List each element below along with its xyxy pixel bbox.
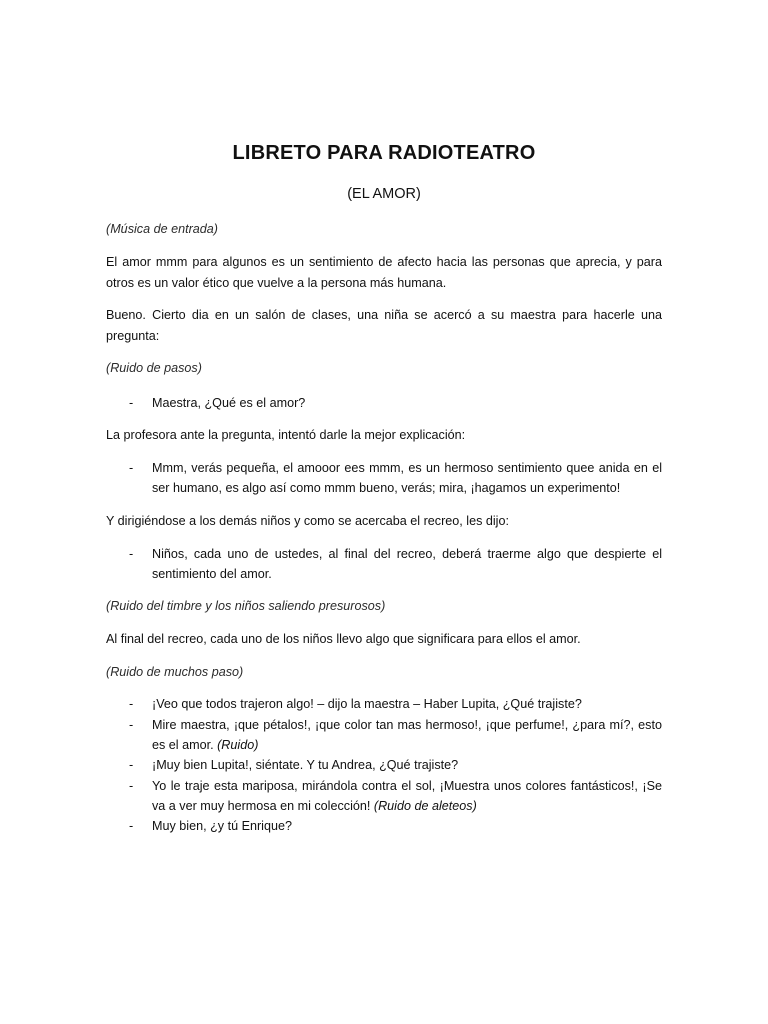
paragraph-intro: El amor mmm para algunos es un sentimiento de afecto hacia las personas que aprecia, y para otros es un valor ético que vuelve a la persona más humana. (106, 255, 662, 290)
paragraph-teacher: La profesora ante la pregunta, intentó darle la mejor explicación: (106, 428, 466, 442)
paragraph-recess: Y dirigiéndose a los demás niños y como se acercaba el recreo, les dijo: (106, 514, 509, 528)
paragraph-classroom: Bueno. Cierto dia en un salón de clases, una niña se acercó a su maestra para hacerle una pregunta: (106, 308, 662, 343)
stage-direction-music: (Música de entrada) (106, 222, 218, 236)
stage-direction-many-steps: (Ruido de muchos paso) (106, 665, 244, 679)
paragraph-end-recess: Al final del recreo, cada uno de los niños llevo algo que significara para ellos el amor. (106, 632, 581, 646)
dialogue-text-main: Yo le traje esta mariposa, mirándola contra el sol, ¡Muestra unos colores fantásticos!, ¡Se va a ver muy hermosa en mi colección! (152, 779, 662, 813)
dialogue-item (106, 544, 662, 584)
dialogue-item (106, 458, 662, 498)
dialogue-text: Muy bien, ¿y tú Enrique? (152, 819, 293, 833)
list-dash: - (129, 697, 134, 711)
dialogue-text: Mmm, verás pequeña, el amooor ees mmm, es un hermoso sentimiento quee anida en el ser humano, es algo así como mmm bueno, verás; mira, ¡hagamos un experimento! (152, 461, 662, 495)
stage-direction-bell: (Ruido del timbre y los niños saliendo presurosos) (106, 599, 386, 613)
list-dash: - (129, 758, 134, 772)
list-dash: - (129, 779, 134, 793)
dialogue-item (106, 755, 662, 775)
dialogue-item (106, 776, 662, 816)
inline-stage-direction: (Ruido) (217, 738, 259, 752)
dialogue-text: Maestra, ¿Qué es el amor? (152, 396, 306, 410)
list-dash: - (129, 819, 134, 833)
document-subtitle: (EL AMOR) (347, 186, 421, 202)
dialogue-item (106, 816, 662, 836)
dialogue-item (106, 694, 662, 714)
inline-stage-direction: (Ruido de aleteos) (373, 799, 477, 813)
dialogue-item (106, 715, 662, 755)
dialogue-text-main: Mire maestra, ¡que pétalos!, ¡que color tan mas hermoso!, ¡que perfume!, ¿para mí?, esto es el amor. (152, 718, 662, 752)
dialogue-text (152, 776, 662, 816)
document-title: LIBRETO PARA RADIOTEATRO (232, 142, 536, 164)
list-dash: - (129, 396, 134, 410)
dialogue-text: Niños, cada uno de ustedes, al final del recreo, deberá traerme algo que despierte el sentimiento del amor. (152, 547, 662, 581)
dialogue-text (152, 715, 662, 755)
dialogue-item (106, 393, 662, 413)
list-dash: - (129, 547, 134, 561)
list-dash: - (129, 461, 134, 475)
stage-direction-steps: (Ruido de pasos) (106, 361, 202, 375)
dialogue-text: ¡Veo que todos trajeron algo! – dijo la maestra – Haber Lupita, ¿Qué trajiste? (152, 697, 582, 711)
dialogue-text: ¡Muy bien Lupita!, siéntate. Y tu Andrea, ¿Qué trajiste? (152, 758, 459, 772)
list-dash: - (129, 718, 134, 732)
